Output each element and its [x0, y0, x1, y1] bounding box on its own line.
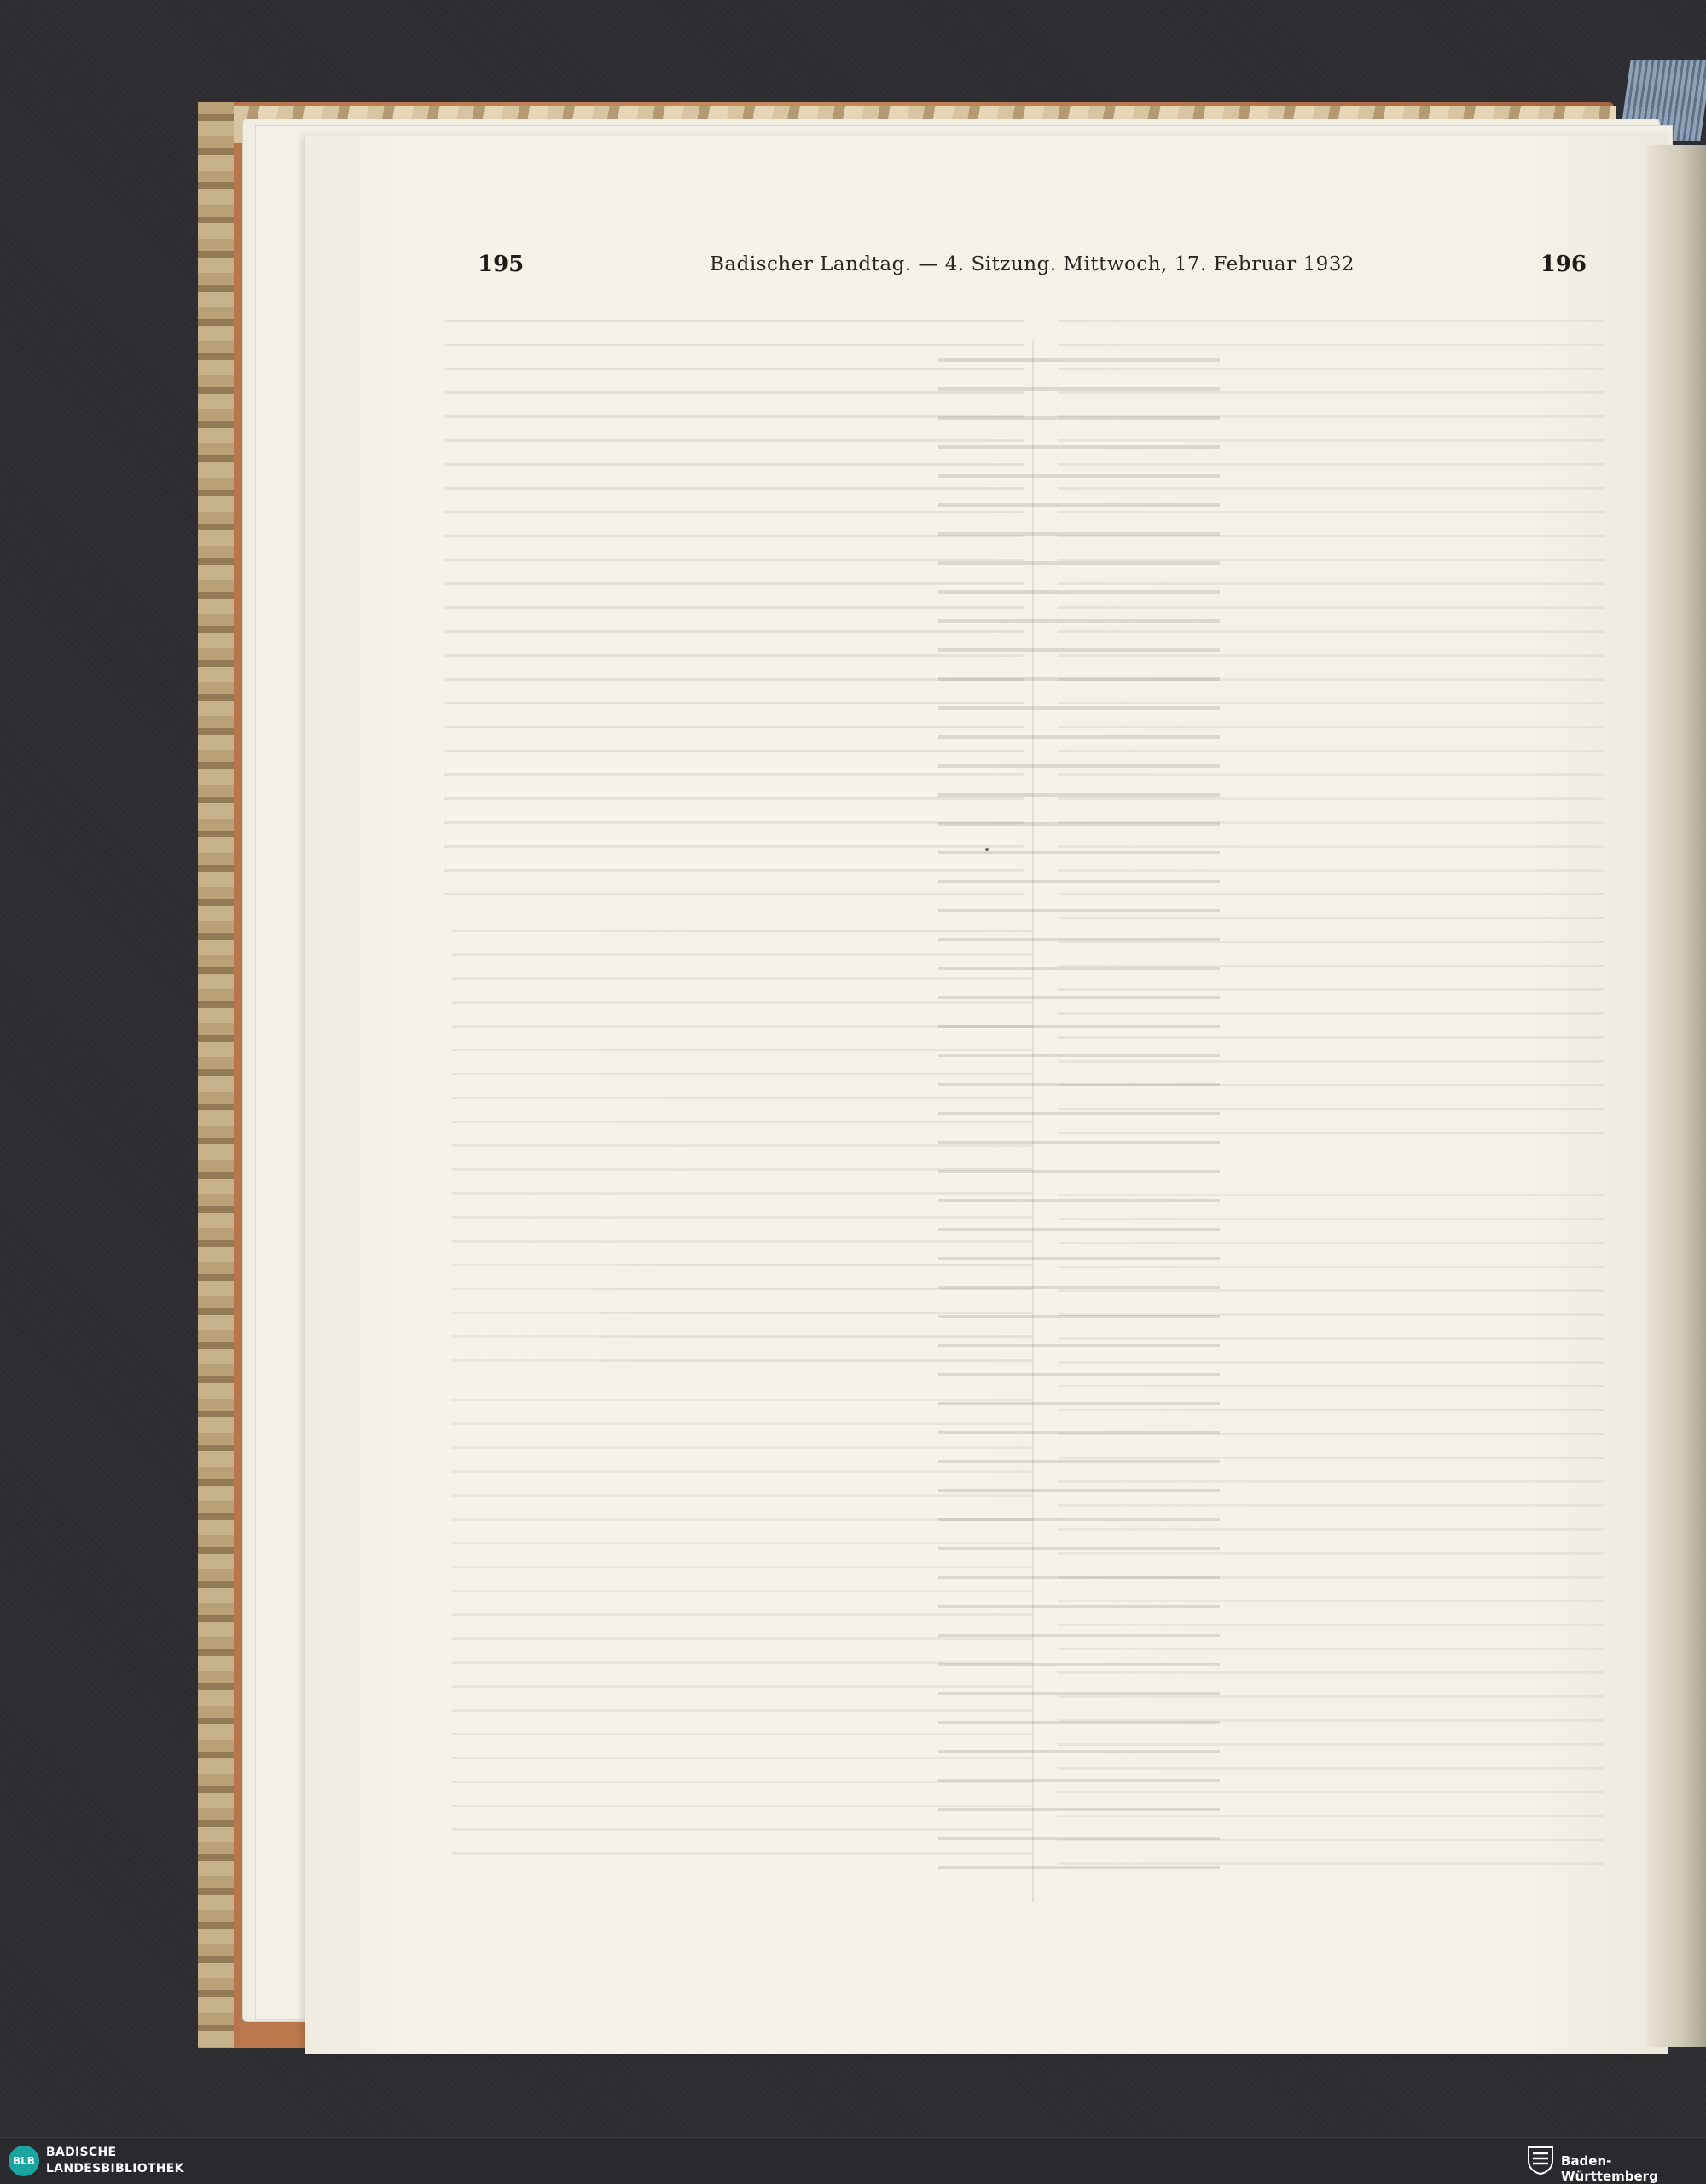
- page-curl: [1646, 145, 1706, 2047]
- viewer-footer: [0, 2137, 1706, 2184]
- page-header: [478, 252, 1587, 286]
- ghost-index-column: [938, 358, 1220, 1893]
- blb-logo-icon: BLB: [9, 2146, 39, 2176]
- blb-logo-text: [46, 2145, 184, 2177]
- running-head: Badischer Landtag. — 4. Sitzung. Mittwoch, 17. Februar 1932: [710, 253, 1355, 275]
- left-page-number: 195: [478, 252, 525, 277]
- book-spine: [198, 102, 234, 2048]
- coat-of-arms-icon: [1527, 2146, 1554, 2175]
- ghost-text-block: [444, 320, 1024, 917]
- blb-line-2: LANDESBIBLIOTHEK: [46, 2162, 184, 2175]
- blb-line-1: BADISCHE: [46, 2146, 117, 2159]
- ink-speck: [985, 848, 989, 851]
- bw-logo-text: Baden-Württemberg: [1561, 2153, 1658, 2184]
- right-page-number: 196: [1540, 252, 1587, 277]
